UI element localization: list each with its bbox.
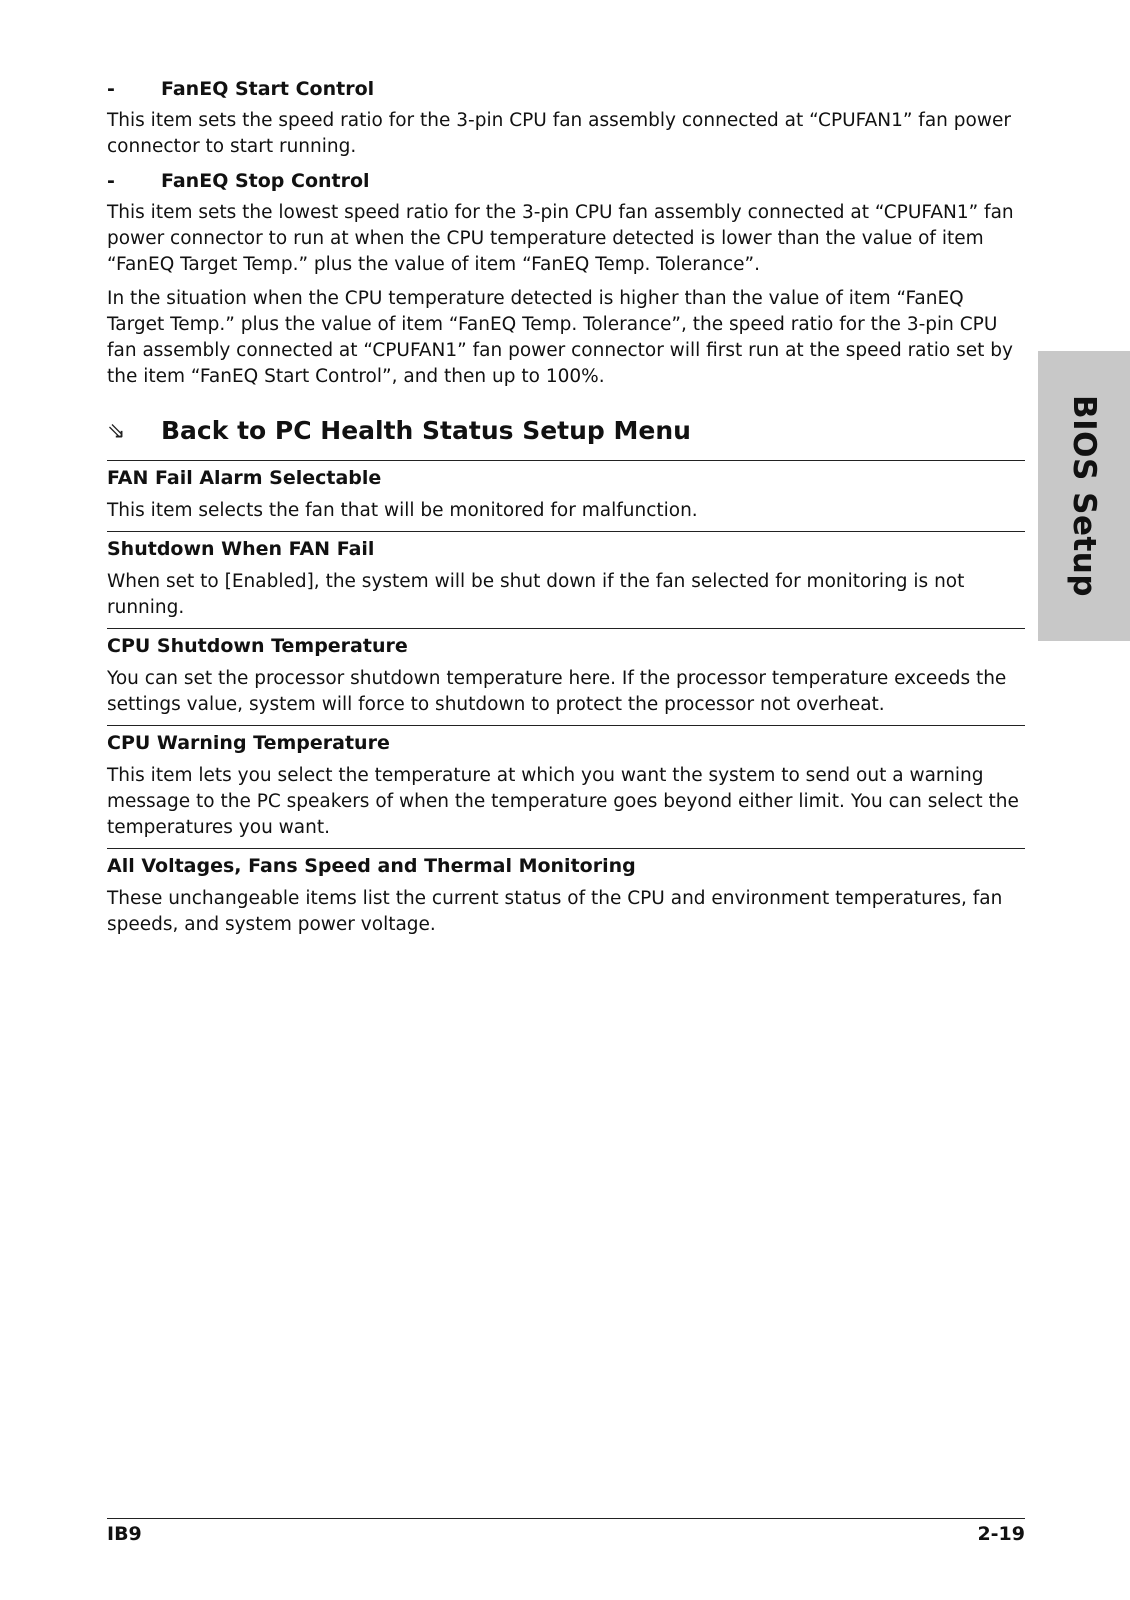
page-footer xyxy=(107,1518,1025,1545)
section-heading xyxy=(107,414,1025,448)
item-text: This item selects the fan that will be monitored for malfunction. xyxy=(107,500,698,521)
faneq-stop-text-1: This item sets the lowest speed ratio for the 3-pin CPU fan assembly connected at “CPUFAN1” fan power connector to run at when the CPU temperature detected is lower than the value of item “FanEQ Target Temp.” plus the value of item “FanEQ Temp. Tolerance”. xyxy=(107,202,1014,275)
chapter-side-tab-label: BIOS Setup xyxy=(1066,394,1102,598)
item-text: You can set the processor shutdown temperature here. If the processor temperature exceeds the settings value, system will force to shutdown to protect the processor not overheat. xyxy=(107,668,1007,715)
item-title: All Voltages, Fans Speed and Thermal Monitoring xyxy=(107,855,636,877)
item-title: CPU Warning Temperature xyxy=(107,732,390,754)
faneq-stop-heading xyxy=(107,168,1025,194)
item-text: These unchangeable items list the current status of the CPU and environment temperatures, fan speeds, and system power voltage. xyxy=(107,888,1003,935)
arrow-icon: ⇘ xyxy=(107,418,126,444)
faneq-stop-text-2: In the situation when the CPU temperature detected is higher than the value of item “FanEQ Target Temp.” plus the value of item “FanEQ Temp. Tolerance”, the speed ratio for the 3-pin CPU fan assembly connected at “CPUFAN1” fan power connector will first run at the speed ratio set by the item “FanEQ Start Control”, and then up to 100%. xyxy=(107,288,1013,387)
item-fan-fail-alarm xyxy=(107,460,1025,524)
faneq-start-heading xyxy=(107,76,1025,102)
item-title: Shutdown When FAN Fail xyxy=(107,538,375,560)
item-text: When set to [Enabled], the system will be shut down if the fan selected for monitoring is not running. xyxy=(107,571,965,618)
item-title: FAN Fail Alarm Selectable xyxy=(107,467,382,489)
faneq-start-title: FanEQ Start Control xyxy=(161,78,375,100)
section-title: Back to PC Health Status Setup Menu xyxy=(161,416,691,445)
item-shutdown-fan-fail xyxy=(107,531,1025,621)
item-title: CPU Shutdown Temperature xyxy=(107,635,408,657)
item-monitoring xyxy=(107,848,1025,938)
footer-page-number: 2-19 xyxy=(977,1523,1025,1545)
faneq-stop-title: FanEQ Stop Control xyxy=(161,170,370,192)
item-cpu-shutdown-temp xyxy=(107,628,1025,718)
bullet-dash: - xyxy=(107,78,115,100)
item-cpu-warning-temp xyxy=(107,725,1025,841)
page-content xyxy=(107,76,1025,945)
bullet-dash: - xyxy=(107,170,115,192)
footer-model: IB9 xyxy=(107,1523,142,1545)
chapter-side-tab xyxy=(1038,351,1130,641)
item-text: This item lets you select the temperature at which you want the system to send out a warning message to the PC speakers of when the temperature goes beyond either limit. You can select the temperatures you want. xyxy=(107,765,1019,838)
faneq-start-text: This item sets the speed ratio for the 3-pin CPU fan assembly connected at “CPUFAN1” fan power connector to start running. xyxy=(107,110,1011,157)
